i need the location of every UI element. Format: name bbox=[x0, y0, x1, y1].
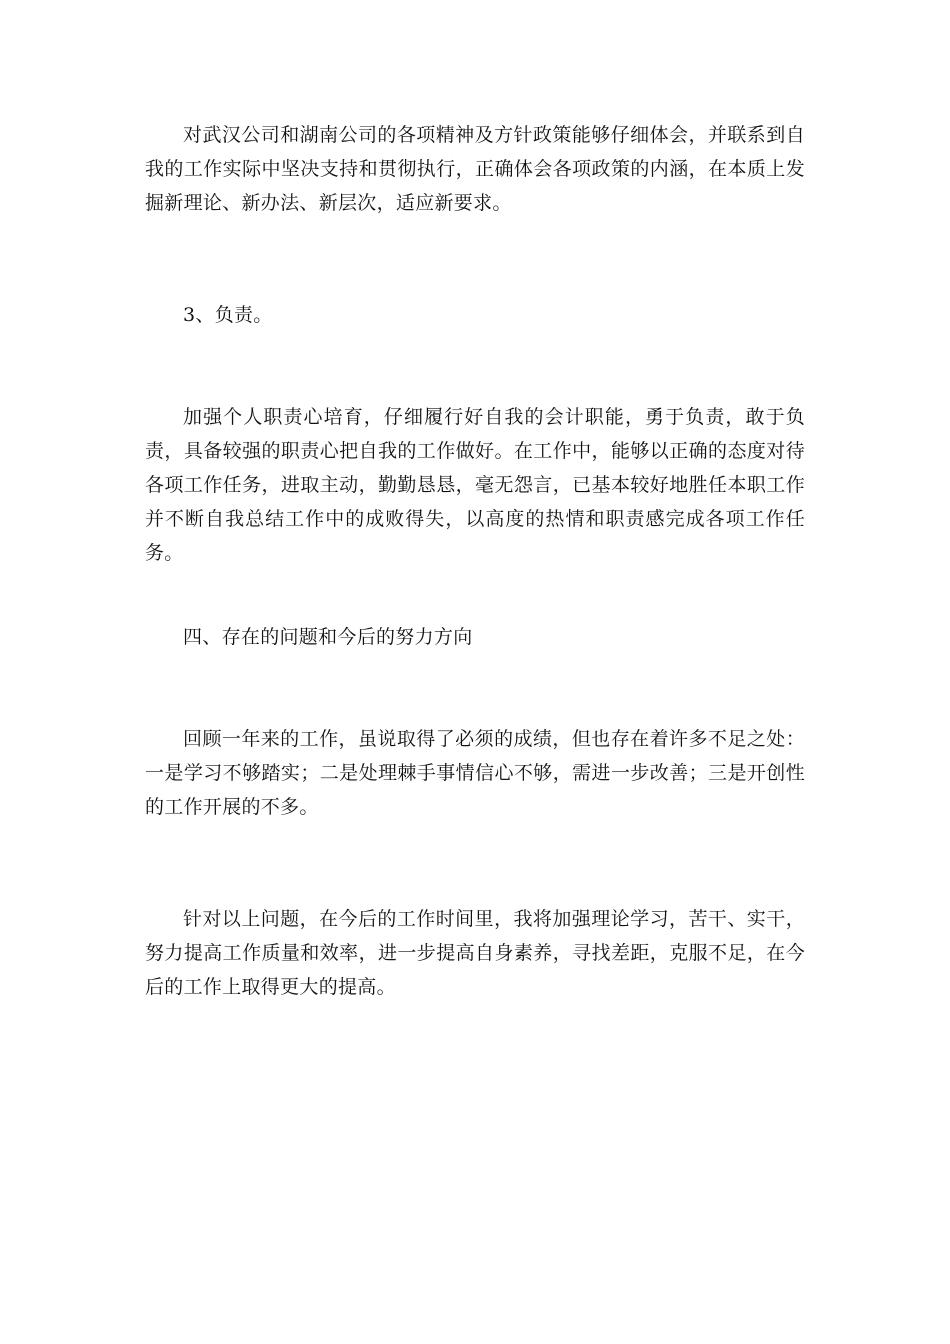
paragraph-improvement-plan: 针对以上问题，在今后的工作时间里，我将加强理论学习，苦干、实干，努力提高工作质量和效率，进一步提高自身素养，寻找差距，克服不足，在今后的工作上取得更大的提高。 bbox=[145, 908, 805, 998]
paragraph-policy-understanding: 对武汉公司和湖南公司的各项精神及方针政策能够仔细体会，并联系到自我的工作实际中坚决支持和贯彻执行，正确体会各项政策的内涵，在本质上发掘新理论、新办法、新层次，适应新要求。 bbox=[145, 124, 805, 214]
section-heading-responsibility: 3、负责。 bbox=[183, 304, 273, 326]
paragraph-review-shortcomings: 回顾一年来的工作，虽说取得了必须的成绩，但也存在着许多不足之处：一是学习不够踏实；二是处理棘手事情信心不够，需进一步改善；三是开创性的工作开展的不多。 bbox=[145, 728, 805, 818]
paragraph-responsibility: 加强个人职责心培育，仔细履行好自我的会计职能，勇于负责，敢于负责，具备较强的职责心把自我的工作做好。在工作中，能够以正确的态度对待各项工作任务，进取主动，勤勤恳恳，毫无怨言，已基本较好地胜任本职工作并不断自我总结工作中的成败得失，以高度的热情和职责感完成各项工作任务。 bbox=[145, 406, 805, 564]
section-heading-problems-direction: 四、存在的问题和今后的努力方向 bbox=[183, 626, 473, 648]
